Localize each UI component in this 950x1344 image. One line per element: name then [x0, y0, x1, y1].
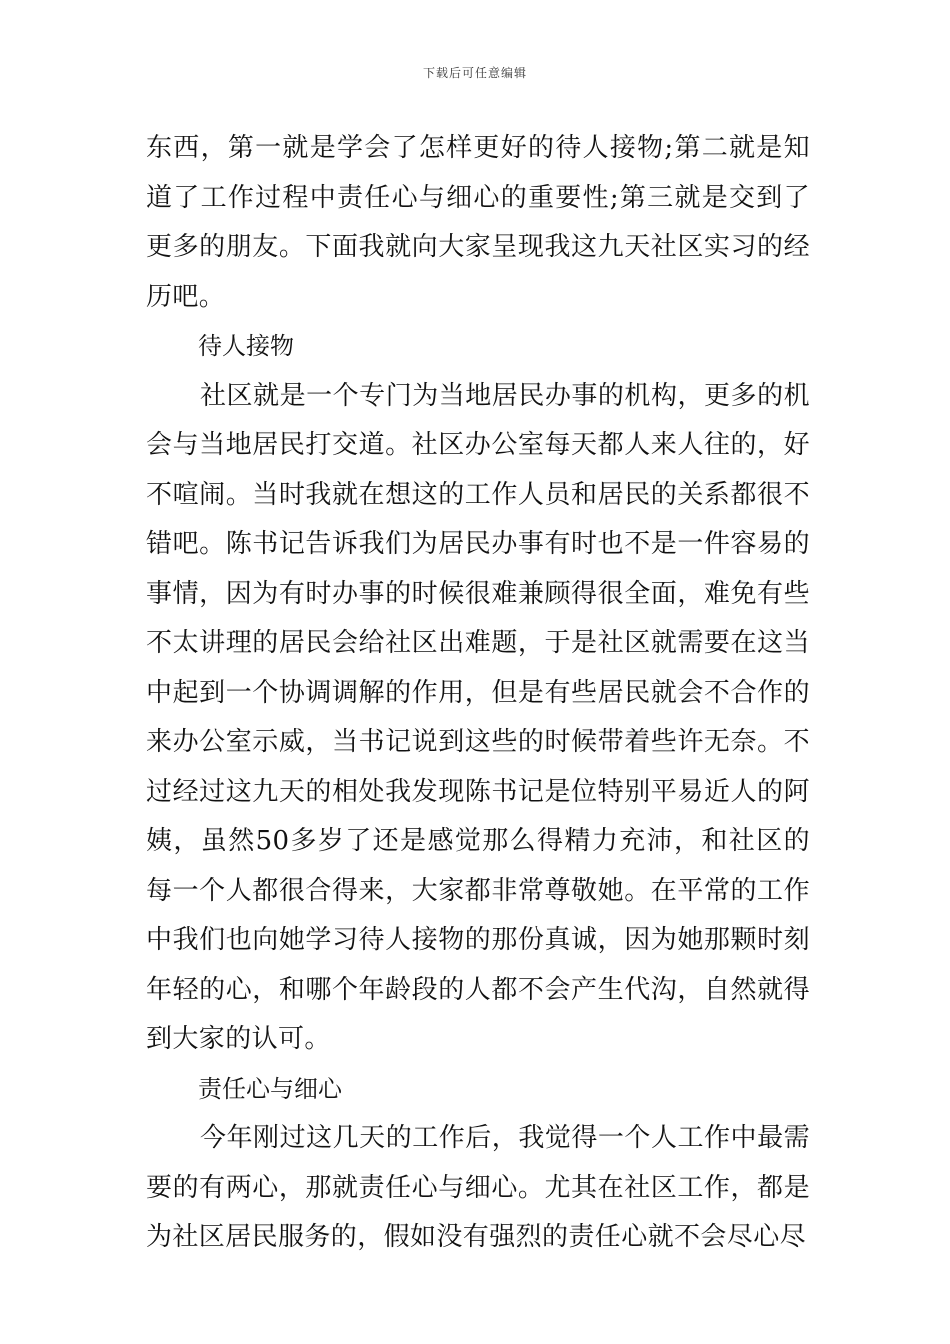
page-header: 下载后可任意编辑 — [422, 66, 527, 80]
body-paragraph: 东西，第一就是学会了怎样更好的待人接物;第二就是知道了工作过程中责任心与细心的重要性;第三就是交到了更多的朋友。下面我就向大家呈现我这九天社区实习的经历吧。 — [146, 133, 810, 312]
body-paragraph: 社区就是一个专门为当地居民办事的机构，更多的机会与当地居民打交道。社区办公室每天都人来人往的，好不喧闹。当时我就在想这的工作人员和居民的关系都很不错吧。陈书记告诉我们为居民办事有时也不是一件容易的事情，因为有时办事的时候很难兼顾得很全面，难免有些不太讲理的居民会给社区出难题，于是社区就需要在这当中起到一个协调调解的作用，但是有些居民就会不合作的来办公室示威，当书记说到这些的时候带着些许无奈。不过经过这九天的相处我发现陈书记是位特别平易近人的阿姨，虽然50多岁了还是感觉那么得精力充沛，和社区的每一个人都很合得来，大家都非常尊敬她。在平常的工作中我们也向她学习待人接物的那份真诚，因为她那颗时刻年轻的心，和哪个年龄段的人都不会产生代沟，自然就得到大家的认可。 — [146, 380, 810, 1054]
document-body — [146, 124, 810, 1263]
section-heading: 责任心与细心 — [198, 1074, 342, 1103]
section-heading: 待人接物 — [198, 332, 294, 360]
body-paragraph: 今年刚过这几天的工作后，我觉得一个人工作中最需要的有两心，那就责任心与细心。尤其在社区工作，都是为社区居民服务的，假如没有强烈的责任心就不会尽心尽 — [146, 1123, 810, 1252]
